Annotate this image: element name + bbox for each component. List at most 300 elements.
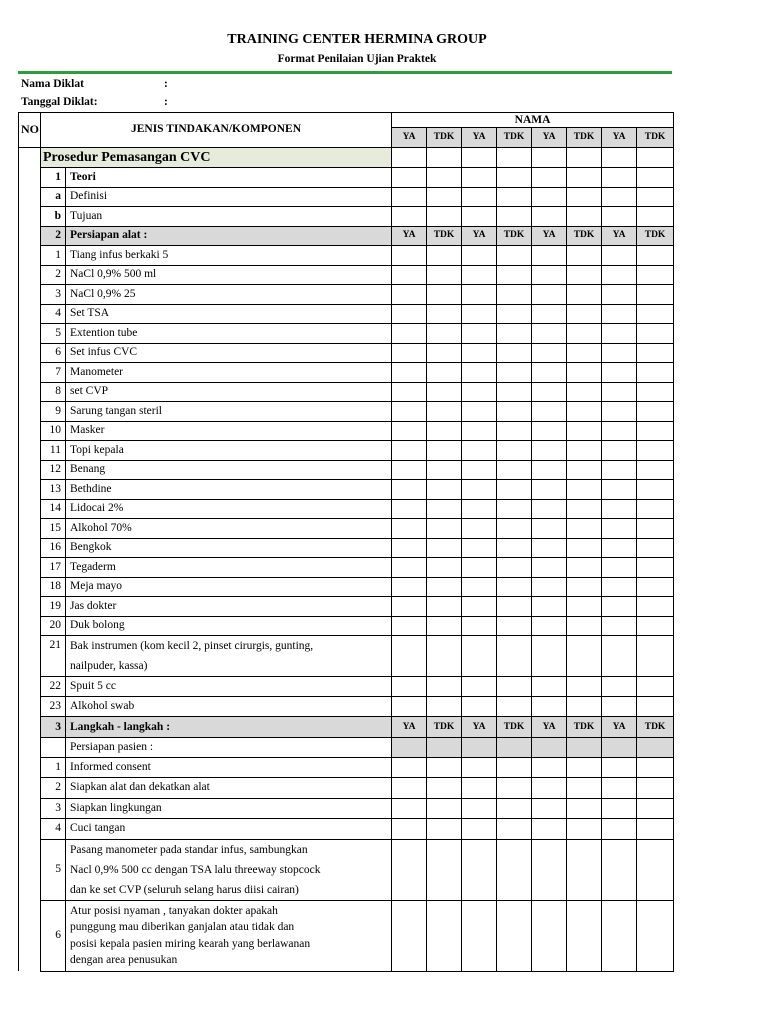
answer-cell[interactable]	[602, 677, 637, 697]
answer-cell[interactable]	[497, 402, 532, 422]
answer-cell[interactable]	[392, 402, 427, 422]
answer-cell[interactable]	[462, 519, 497, 539]
answer-cell[interactable]	[637, 616, 674, 636]
answer-cell[interactable]	[462, 246, 497, 266]
answer-cell[interactable]	[427, 597, 462, 617]
answer-cell[interactable]	[602, 187, 637, 207]
item-label: Informed consent	[66, 757, 392, 778]
item-label-line: Pasang manometer pada standar infus, sambungkan	[70, 843, 308, 856]
answer-cell[interactable]	[497, 382, 532, 402]
answer-cell[interactable]	[532, 616, 567, 636]
answer-cell[interactable]	[602, 819, 637, 840]
answer-cell[interactable]	[567, 187, 602, 207]
answer-cell[interactable]	[532, 798, 567, 819]
answer-cell[interactable]	[602, 207, 637, 227]
answer-cell[interactable]	[392, 187, 427, 207]
answer-cell[interactable]	[567, 324, 602, 344]
answer-cell[interactable]	[427, 285, 462, 305]
answer-cell[interactable]	[637, 558, 674, 578]
item-number: 22	[41, 677, 66, 697]
answer-cell[interactable]	[427, 324, 462, 344]
answer-cell[interactable]	[637, 285, 674, 305]
answer-cell[interactable]	[567, 382, 602, 402]
answer-cell[interactable]	[532, 900, 567, 971]
answer-cell[interactable]	[497, 285, 532, 305]
answer-cell[interactable]	[567, 147, 602, 168]
answer-cell[interactable]	[497, 441, 532, 461]
answer-cell[interactable]	[532, 324, 567, 344]
answer-cell[interactable]	[392, 441, 427, 461]
answer-cell[interactable]	[462, 441, 497, 461]
answer-cell[interactable]	[567, 460, 602, 480]
item-label: Topi kepala	[66, 441, 392, 461]
answer-cell[interactable]	[602, 616, 637, 636]
item-row	[19, 577, 674, 597]
answer-cell[interactable]	[497, 519, 532, 539]
answer-cell[interactable]	[427, 538, 462, 558]
answer-cell[interactable]	[392, 519, 427, 539]
item-number: 4	[41, 304, 66, 324]
answer-cell[interactable]	[637, 778, 674, 799]
item-label: Manometer	[66, 363, 392, 383]
answer-cell[interactable]	[462, 147, 497, 168]
answer-cell[interactable]	[637, 441, 674, 461]
answer-cell[interactable]	[532, 757, 567, 778]
answer-cell[interactable]	[497, 577, 532, 597]
answer-cell[interactable]	[567, 616, 602, 636]
answer-cell[interactable]	[602, 519, 637, 539]
answer-cell[interactable]	[462, 265, 497, 285]
answer-cell[interactable]	[392, 324, 427, 344]
answer-cell[interactable]	[602, 363, 637, 383]
answer-cell[interactable]	[567, 798, 602, 819]
answer-cell[interactable]	[392, 577, 427, 597]
answer-cell[interactable]	[602, 460, 637, 480]
answer-cell[interactable]	[602, 757, 637, 778]
answer-cell[interactable]	[637, 519, 674, 539]
answer-cell[interactable]	[532, 168, 567, 188]
answer-cell[interactable]	[392, 616, 427, 636]
answer-cell[interactable]	[427, 738, 462, 758]
answer-cell[interactable]	[532, 421, 567, 441]
answer-cell[interactable]	[567, 677, 602, 697]
answer-cell[interactable]	[392, 382, 427, 402]
answer-cell[interactable]	[532, 187, 567, 207]
answer-cell[interactable]	[462, 697, 497, 717]
answer-cell[interactable]	[532, 304, 567, 324]
answer-cell[interactable]	[392, 819, 427, 840]
answer-cell[interactable]	[462, 616, 497, 636]
answer-cell[interactable]	[532, 839, 567, 900]
answer-cell[interactable]	[427, 304, 462, 324]
answer-cell[interactable]	[637, 147, 674, 168]
answer-cell[interactable]	[637, 343, 674, 363]
answer-cell[interactable]	[532, 519, 567, 539]
no-cell	[19, 441, 41, 461]
answer-cell[interactable]	[602, 421, 637, 441]
answer-cell[interactable]	[427, 577, 462, 597]
answer-cell[interactable]	[427, 246, 462, 266]
item-number: b	[41, 207, 66, 227]
answer-cell[interactable]	[567, 778, 602, 799]
answer-cell[interactable]	[427, 616, 462, 636]
answer-cell[interactable]	[462, 343, 497, 363]
no-cell	[19, 265, 41, 285]
answer-cell[interactable]	[497, 616, 532, 636]
answer-cell[interactable]	[392, 738, 427, 758]
answer-cell[interactable]	[392, 558, 427, 578]
answer-cell[interactable]	[427, 900, 462, 971]
answer-cell[interactable]	[427, 839, 462, 900]
answer-cell[interactable]	[567, 839, 602, 900]
answer-cell[interactable]	[427, 363, 462, 383]
answer-cell[interactable]	[532, 597, 567, 617]
answer-cell[interactable]	[427, 421, 462, 441]
answer-cell[interactable]	[392, 285, 427, 305]
answer-cell[interactable]	[392, 597, 427, 617]
answer-cell[interactable]	[637, 757, 674, 778]
answer-cell[interactable]	[567, 343, 602, 363]
item-number: 13	[41, 480, 66, 500]
answer-cell[interactable]	[602, 265, 637, 285]
answer-cell[interactable]	[392, 363, 427, 383]
answer-cell[interactable]	[637, 363, 674, 383]
answer-cell[interactable]	[567, 757, 602, 778]
answer-cell[interactable]	[637, 636, 674, 677]
answer-cell[interactable]	[532, 285, 567, 305]
answer-cell[interactable]	[637, 382, 674, 402]
answer-cell[interactable]	[637, 798, 674, 819]
answer-cell[interactable]	[497, 798, 532, 819]
answer-cell[interactable]	[567, 246, 602, 266]
answer-cell[interactable]	[602, 499, 637, 519]
item-number: 21	[41, 636, 66, 677]
answer-cell[interactable]	[532, 402, 567, 422]
answer-cell[interactable]	[602, 402, 637, 422]
answer-cell[interactable]	[602, 738, 637, 758]
answer-cell[interactable]	[462, 577, 497, 597]
answer-cell[interactable]	[497, 343, 532, 363]
answer-cell[interactable]	[462, 480, 497, 500]
answer-cell[interactable]	[497, 677, 532, 697]
answer-cell[interactable]	[602, 480, 637, 500]
answer-cell[interactable]	[392, 168, 427, 188]
answer-cell[interactable]	[567, 738, 602, 758]
answer-cell[interactable]	[462, 421, 497, 441]
answer-cell[interactable]	[462, 558, 497, 578]
answer-cell[interactable]	[392, 343, 427, 363]
answer-cell[interactable]	[532, 538, 567, 558]
answer-cell[interactable]	[427, 168, 462, 188]
answer-cell[interactable]	[602, 285, 637, 305]
answer-cell[interactable]	[427, 798, 462, 819]
answer-cell[interactable]	[567, 636, 602, 677]
item-number: 14	[41, 499, 66, 519]
item-row	[19, 480, 674, 500]
answer-cell[interactable]	[602, 441, 637, 461]
answer-cell[interactable]	[427, 265, 462, 285]
answer-cell[interactable]	[392, 246, 427, 266]
answer-cell[interactable]	[392, 207, 427, 227]
answer-cell[interactable]	[427, 757, 462, 778]
answer-cell[interactable]	[567, 168, 602, 188]
answer-cell[interactable]	[462, 677, 497, 697]
answer-cell[interactable]	[497, 480, 532, 500]
answer-cell[interactable]	[462, 798, 497, 819]
answer-cell[interactable]	[602, 382, 637, 402]
answer-cell[interactable]	[602, 597, 637, 617]
answer-cell[interactable]	[497, 636, 532, 677]
answer-cell[interactable]	[392, 697, 427, 717]
answer-cell[interactable]	[567, 285, 602, 305]
answer-cell[interactable]	[567, 558, 602, 578]
answer-cell[interactable]	[532, 819, 567, 840]
answer-cell[interactable]	[462, 597, 497, 617]
answer-cell[interactable]	[427, 499, 462, 519]
answer-cell[interactable]	[567, 538, 602, 558]
answer-cell[interactable]	[532, 460, 567, 480]
answer-cell[interactable]	[497, 900, 532, 971]
answer-cell[interactable]	[497, 778, 532, 799]
answer-cell[interactable]	[567, 697, 602, 717]
answer-cell[interactable]	[497, 421, 532, 441]
answer-cell[interactable]	[602, 798, 637, 819]
answer-cell[interactable]	[427, 382, 462, 402]
answer-cell[interactable]	[392, 480, 427, 500]
answer-cell[interactable]	[392, 839, 427, 900]
item-label	[66, 636, 392, 677]
answer-cell[interactable]	[567, 499, 602, 519]
answer-cell[interactable]	[392, 421, 427, 441]
answer-cell[interactable]	[532, 778, 567, 799]
answer-cell[interactable]	[497, 324, 532, 344]
answer-cell[interactable]	[532, 558, 567, 578]
answer-cell[interactable]	[637, 577, 674, 597]
answer-cell[interactable]	[567, 441, 602, 461]
answer-cell[interactable]	[427, 187, 462, 207]
answer-cell[interactable]	[392, 538, 427, 558]
answer-cell[interactable]	[392, 677, 427, 697]
answer-cell[interactable]	[462, 778, 497, 799]
answer-cell[interactable]	[497, 757, 532, 778]
answer-cell[interactable]	[532, 441, 567, 461]
answer-cell[interactable]	[427, 402, 462, 422]
answer-cell[interactable]	[532, 246, 567, 266]
answer-cell[interactable]	[392, 499, 427, 519]
answer-cell[interactable]	[497, 460, 532, 480]
answer-cell[interactable]	[392, 636, 427, 677]
item-label-line: Bak instrumen (kom kecil 2, pinset cirurgis, gunting,	[70, 640, 314, 652]
answer-cell[interactable]	[567, 597, 602, 617]
answer-cell[interactable]	[602, 147, 637, 168]
answer-cell[interactable]	[637, 304, 674, 324]
jenis-column-header: JENIS TINDAKAN/KOMPONEN	[41, 113, 392, 148]
answer-cell[interactable]	[497, 147, 532, 168]
answer-cell[interactable]	[427, 697, 462, 717]
answer-cell[interactable]	[497, 207, 532, 227]
answer-cell[interactable]	[462, 207, 497, 227]
no-cell	[19, 343, 41, 363]
answer-cell[interactable]	[497, 499, 532, 519]
answer-cell[interactable]	[427, 343, 462, 363]
answer-cell[interactable]	[637, 168, 674, 188]
answer-cell[interactable]	[462, 363, 497, 383]
answer-cell[interactable]	[462, 819, 497, 840]
answer-cell[interactable]	[602, 558, 637, 578]
answer-cell[interactable]	[462, 499, 497, 519]
answer-cell[interactable]	[602, 168, 637, 188]
answer-cell[interactable]	[462, 304, 497, 324]
answer-cell[interactable]	[637, 324, 674, 344]
answer-cell[interactable]	[532, 382, 567, 402]
answer-cell[interactable]	[637, 421, 674, 441]
item-label: Alkohol swab	[66, 697, 392, 717]
tanggal-diklat-colon: :	[164, 96, 168, 108]
answer-cell[interactable]	[637, 207, 674, 227]
answer-cell[interactable]	[637, 697, 674, 717]
answer-cell[interactable]	[392, 265, 427, 285]
answer-cell[interactable]	[602, 839, 637, 900]
answer-cell[interactable]	[497, 363, 532, 383]
answer-cell[interactable]	[532, 343, 567, 363]
answer-cell[interactable]	[532, 577, 567, 597]
answer-cell[interactable]	[567, 480, 602, 500]
answer-cell[interactable]	[427, 519, 462, 539]
item-label: Meja mayo	[66, 577, 392, 597]
answer-cell[interactable]	[427, 207, 462, 227]
answer-cell[interactable]	[532, 480, 567, 500]
answer-cell[interactable]	[602, 577, 637, 597]
answer-cell[interactable]	[427, 441, 462, 461]
answer-cell[interactable]	[497, 597, 532, 617]
answer-cell[interactable]	[567, 519, 602, 539]
answer-cell[interactable]	[532, 363, 567, 383]
answer-cell[interactable]	[567, 304, 602, 324]
answer-cell[interactable]	[532, 499, 567, 519]
answer-cell[interactable]	[462, 168, 497, 188]
answer-cell[interactable]	[602, 246, 637, 266]
answer-cell[interactable]	[567, 402, 602, 422]
answer-cell[interactable]	[392, 778, 427, 799]
item-number: 5	[41, 839, 66, 900]
item-label: Tegaderm	[66, 558, 392, 578]
answer-cell[interactable]	[497, 697, 532, 717]
answer-cell[interactable]	[637, 480, 674, 500]
answer-cell[interactable]	[497, 819, 532, 840]
answer-cell[interactable]	[532, 738, 567, 758]
answer-cell[interactable]	[497, 168, 532, 188]
answer-cell[interactable]	[567, 577, 602, 597]
answer-cell[interactable]	[427, 147, 462, 168]
answer-cell[interactable]	[427, 480, 462, 500]
answer-cell[interactable]	[392, 798, 427, 819]
answer-cell[interactable]	[637, 597, 674, 617]
answer-cell[interactable]	[637, 677, 674, 697]
answer-cell[interactable]	[567, 421, 602, 441]
answer-cell[interactable]	[532, 265, 567, 285]
answer-cell[interactable]	[637, 839, 674, 900]
answer-cell[interactable]	[392, 900, 427, 971]
answer-cell[interactable]	[637, 187, 674, 207]
item-number: 9	[41, 402, 66, 422]
answer-cell[interactable]	[602, 900, 637, 971]
answer-cell[interactable]	[532, 207, 567, 227]
answer-cell[interactable]	[637, 499, 674, 519]
answer-cell[interactable]	[567, 900, 602, 971]
answer-cell[interactable]	[462, 324, 497, 344]
answer-cell[interactable]	[497, 558, 532, 578]
answer-cell[interactable]	[602, 697, 637, 717]
answer-cell[interactable]	[532, 147, 567, 168]
answer-cell[interactable]	[392, 304, 427, 324]
answer-cell[interactable]	[497, 839, 532, 900]
answer-cell[interactable]	[497, 538, 532, 558]
answer-cell[interactable]	[497, 187, 532, 207]
answer-cell[interactable]	[462, 900, 497, 971]
answer-cell[interactable]	[497, 738, 532, 758]
answer-cell[interactable]	[532, 636, 567, 677]
answer-cell[interactable]	[602, 778, 637, 799]
answer-cell[interactable]	[462, 538, 497, 558]
item-label: Bengkok	[66, 538, 392, 558]
answer-cell[interactable]	[462, 738, 497, 758]
answer-cell[interactable]	[392, 147, 427, 168]
answer-cell[interactable]	[462, 285, 497, 305]
item-number: 1	[41, 168, 66, 188]
answer-cell[interactable]	[567, 265, 602, 285]
item-label: Jas dokter	[66, 597, 392, 617]
answer-cell[interactable]	[567, 207, 602, 227]
answer-cell[interactable]	[637, 265, 674, 285]
answer-cell[interactable]	[637, 900, 674, 971]
answer-cell[interactable]	[532, 697, 567, 717]
answer-cell[interactable]	[497, 304, 532, 324]
item-number: 18	[41, 577, 66, 597]
answer-cell[interactable]	[637, 402, 674, 422]
answer-cell[interactable]	[602, 343, 637, 363]
answer-cell[interactable]	[602, 304, 637, 324]
answer-cell[interactable]	[462, 187, 497, 207]
answer-cell[interactable]	[427, 460, 462, 480]
answer-cell[interactable]	[497, 246, 532, 266]
answer-cell[interactable]	[602, 636, 637, 677]
answer-cell[interactable]	[602, 538, 637, 558]
answer-cell[interactable]	[567, 819, 602, 840]
answer-cell[interactable]	[637, 738, 674, 758]
answer-cell[interactable]	[462, 839, 497, 900]
answer-cell[interactable]	[637, 819, 674, 840]
answer-cell[interactable]	[637, 246, 674, 266]
answer-cell[interactable]	[532, 677, 567, 697]
answer-cell[interactable]	[497, 265, 532, 285]
answer-cell[interactable]	[427, 778, 462, 799]
answer-cell[interactable]	[637, 538, 674, 558]
answer-cell[interactable]	[392, 460, 427, 480]
answer-cell[interactable]	[427, 819, 462, 840]
answer-cell[interactable]	[637, 460, 674, 480]
answer-cell[interactable]	[392, 757, 427, 778]
answer-cell[interactable]	[427, 636, 462, 677]
answer-cell[interactable]	[462, 382, 497, 402]
answer-cell[interactable]	[602, 324, 637, 344]
answer-cell[interactable]	[462, 460, 497, 480]
answer-cell[interactable]	[427, 677, 462, 697]
answer-cell[interactable]	[427, 558, 462, 578]
answer-cell[interactable]	[462, 402, 497, 422]
answer-cell[interactable]	[567, 363, 602, 383]
answer-cell[interactable]	[462, 757, 497, 778]
answer-cell[interactable]	[462, 636, 497, 677]
